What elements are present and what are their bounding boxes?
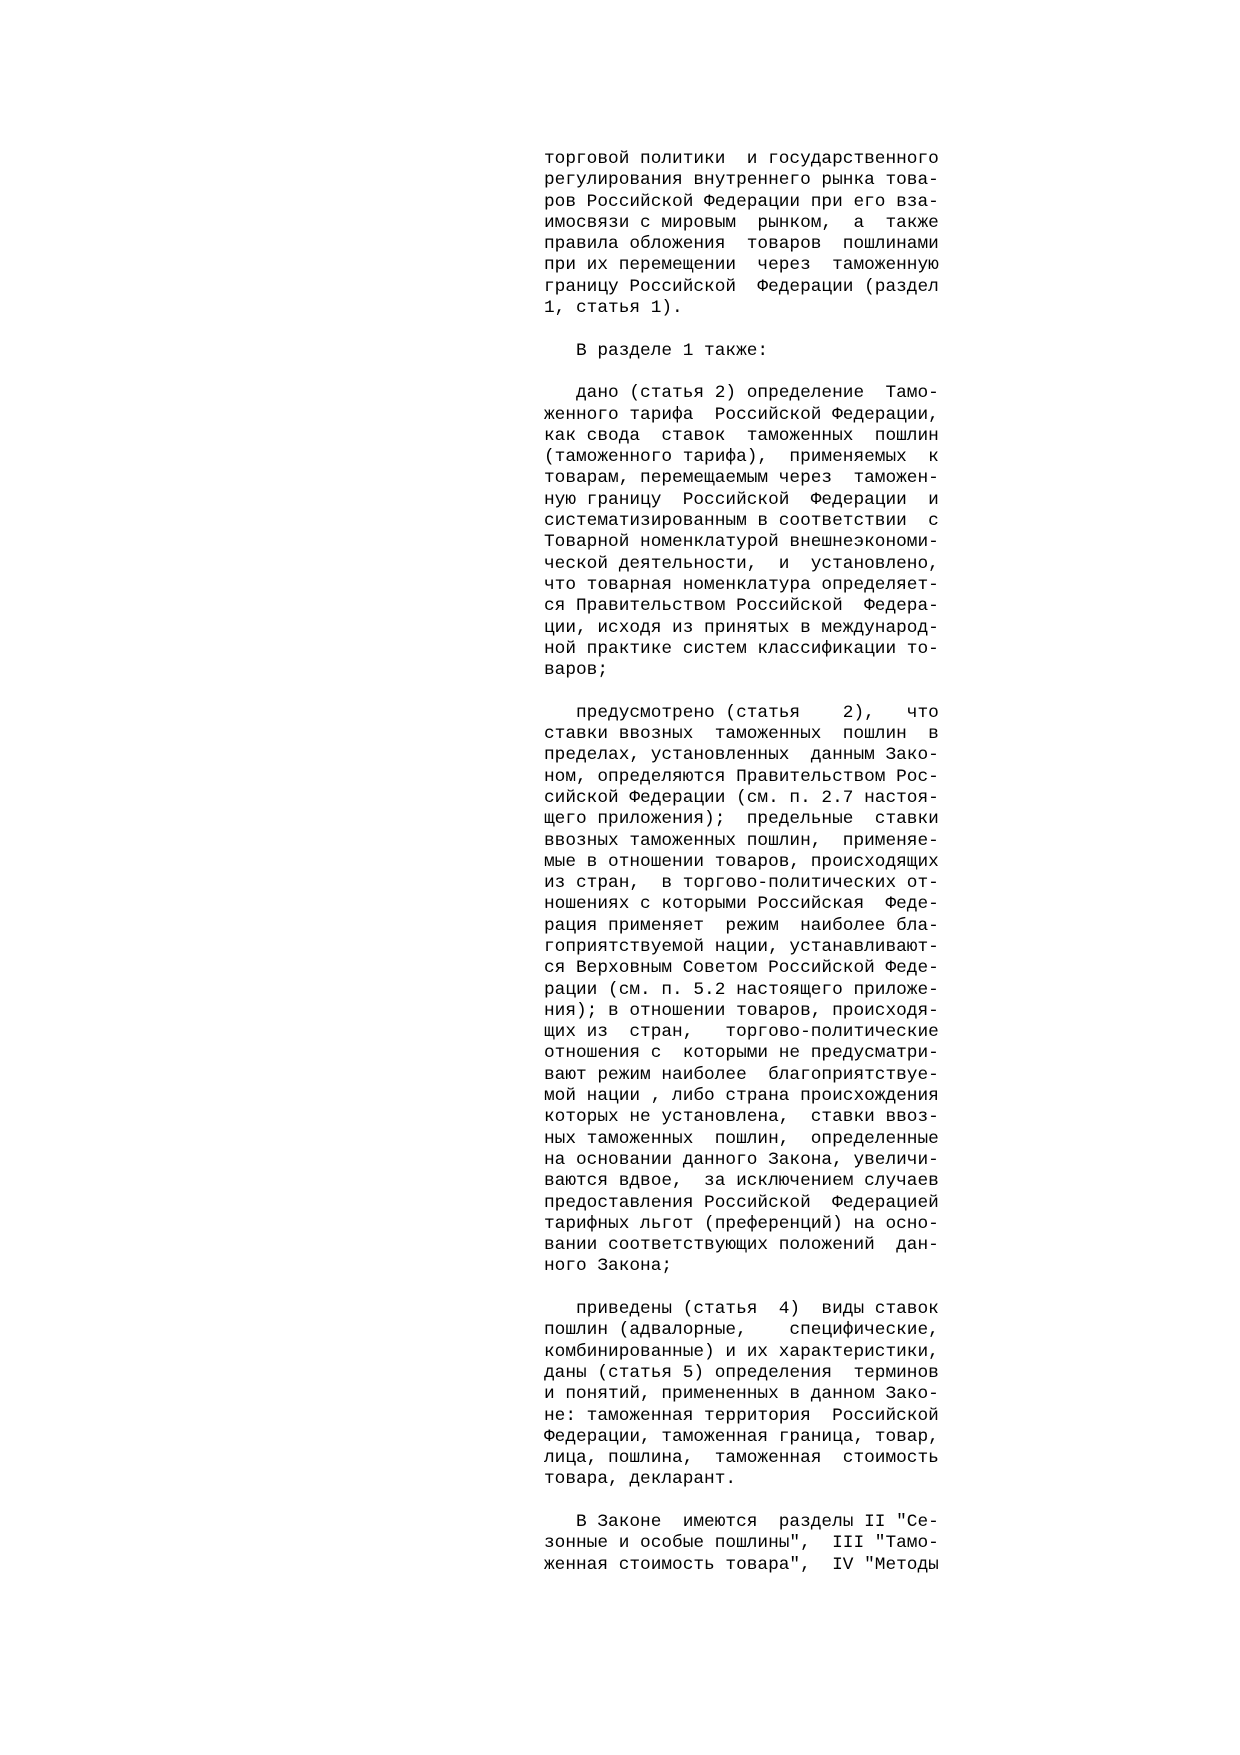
text-line: вают режим наиболее благоприятствуе- xyxy=(544,1064,939,1085)
text-line: ров Российской Федерации при его вза- xyxy=(544,191,939,212)
text-line: зонные и особые пошлины", III "Тамо- xyxy=(544,1533,939,1554)
paragraph xyxy=(544,703,984,1278)
text-line: 1, статья 1). xyxy=(544,298,683,319)
text-line: при их перемещении через таможенную xyxy=(544,255,939,276)
text-line: ного Закона; xyxy=(544,1256,673,1277)
text-line: ном, определяются Правительством Рос- xyxy=(544,766,939,787)
text-line: рации (см. п. 5.2 настоящего приложе- xyxy=(544,979,939,1000)
text-line: мые в отношении товаров, происходящих xyxy=(544,851,939,872)
text-line: вании соответствующих положений дан- xyxy=(544,1235,939,1256)
text-line: гоприятствуемой нации, устанавливают- xyxy=(544,936,939,957)
text-line: сийской Федерации (см. п. 2.7 настоя- xyxy=(544,787,939,808)
text-line: регулирования внутреннего рынка това- xyxy=(544,170,939,191)
text-line: ции, исходя из принятых в международ- xyxy=(544,617,939,638)
text-line: предоставления Российской Федерацией xyxy=(544,1192,939,1213)
text-line: лица, пошлина, таможенная стоимость xyxy=(544,1448,939,1469)
text-line: систематизированным в соответствии с xyxy=(544,511,939,532)
text-line: (таможенного тарифа), применяемых к xyxy=(544,447,939,468)
text-line: Федерации, таможенная граница, товар, xyxy=(544,1426,939,1447)
text-line: ной практике систем классификации то- xyxy=(544,638,939,659)
text-line: ных таможенных пошлин, определенные xyxy=(544,1128,939,1149)
text-line: мой нации , либо страна происхождения xyxy=(544,1086,939,1107)
text-line: В Законе имеются разделы II "Се- xyxy=(544,1512,939,1532)
text-line: предусмотрено (статья 2), что xyxy=(544,702,939,723)
text-line: что товарная номенклатура определяет- xyxy=(544,574,939,595)
paragraph xyxy=(544,1299,984,1491)
text-line: ся Правительством Российской Федера- xyxy=(544,596,939,617)
text-line: ную границу Российской Федерации и xyxy=(544,489,939,510)
text-line: ставки ввозных таможенных пошлин в xyxy=(544,724,939,745)
text-line: ся Верховным Советом Российской Феде- xyxy=(544,958,939,979)
text-line: ваются вдвое, за исключением случаев xyxy=(544,1171,939,1192)
text-line: не: таможенная территория Российской xyxy=(544,1405,939,1426)
text-line: товара, декларант. xyxy=(544,1469,737,1490)
text-line: на основании данного Закона, увеличи- xyxy=(544,1149,939,1170)
text-line: имосвязи с мировым рынком, а также xyxy=(544,212,939,233)
text-line: товарам, перемещаемым через таможен- xyxy=(544,468,939,489)
text-line: границу Российской Федерации (раздел xyxy=(544,276,939,297)
text-line: тарифных льгот (преференций) на осно- xyxy=(544,1213,939,1234)
paragraph xyxy=(544,341,984,362)
text-line: женного тарифа Российской Федерации, xyxy=(544,404,939,425)
text-line: Товарной номенклатурой внешнеэкономи- xyxy=(544,532,939,553)
text-line: отношения с которыми не предусматри- xyxy=(544,1043,939,1064)
paragraph xyxy=(544,1512,984,1576)
text-line: ческой деятельности, и установлено, xyxy=(544,553,939,574)
text-line: как свода ставок таможенных пошлин xyxy=(544,425,939,446)
text-line: правила обложения товаров пошлинами xyxy=(544,234,939,255)
text-line: щего приложения); предельные ставки xyxy=(544,809,939,830)
text-line: щих из стран, торгово-политические xyxy=(544,1022,939,1043)
text-line: и понятий, примененных в данном Зако- xyxy=(544,1384,939,1405)
text-line: пошлин (адвалорные, специфические, xyxy=(544,1320,939,1341)
text-line: ния); в отношении товаров, происходя- xyxy=(544,1000,939,1021)
text-line: В разделе 1 также: xyxy=(544,340,769,361)
text-column xyxy=(544,149,984,1597)
text-line: даны (статья 5) определения терминов xyxy=(544,1362,939,1383)
text-line: дано (статья 2) определение Тамо- xyxy=(544,383,939,404)
text-line: рация применяет режим наиболее бла- xyxy=(544,915,939,936)
text-line: из стран, в торгово-политических от- xyxy=(544,873,939,894)
text-line: комбинированные) и их характеристики, xyxy=(544,1341,939,1362)
text-line: варов; xyxy=(544,660,609,681)
text-line: которых не установлена, ставки ввоз- xyxy=(544,1107,939,1128)
text-line: ношениях с которыми Российская Феде- xyxy=(544,894,939,915)
text-line: торговой политики и государственного xyxy=(544,149,939,169)
text-line: приведены (статья 4) виды ставок xyxy=(544,1299,939,1320)
paragraph xyxy=(544,149,984,319)
text-line: женная стоимость товара", IV "Методы xyxy=(544,1554,939,1575)
text-line: пределах, установленных данным Зако- xyxy=(544,745,939,766)
paragraph xyxy=(544,383,984,681)
text-line: ввозных таможенных пошлин, применяе- xyxy=(544,830,939,851)
